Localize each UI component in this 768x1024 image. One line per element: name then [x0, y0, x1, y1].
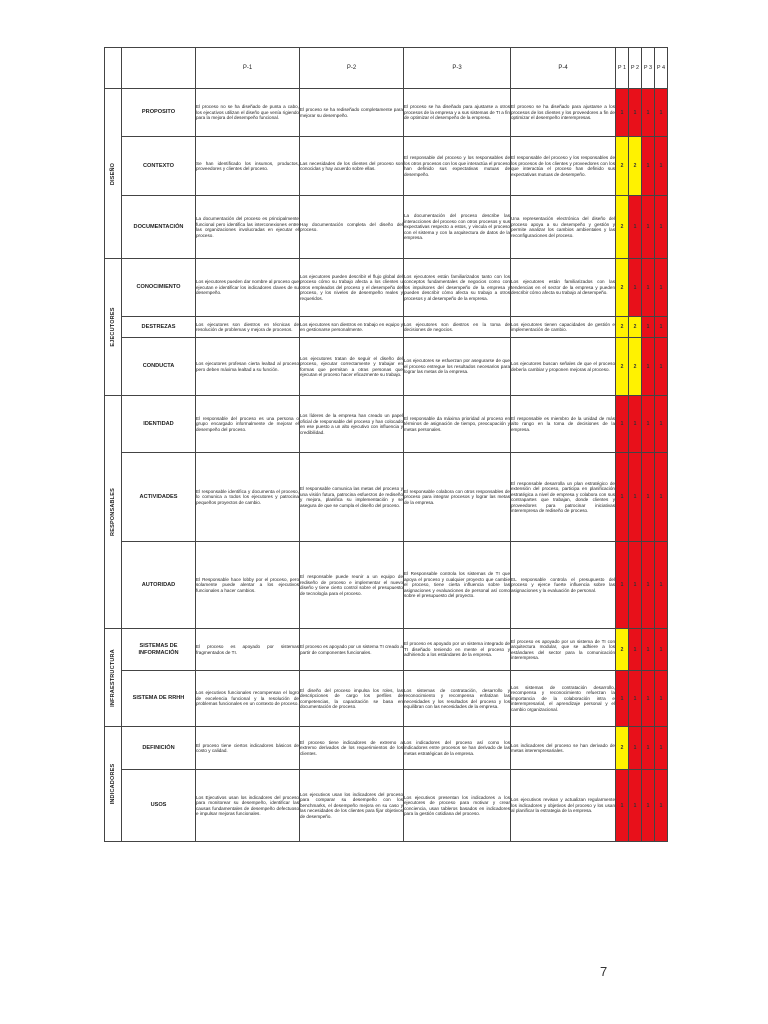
- score-cell-p1: 1: [616, 671, 629, 727]
- description-p2: Los ejecutores tratan de seguir el diseño del proceso, ejecutar correctamente y trabajar en formas que permitan a otras personas que ejecutan el proceso hacer eficazmente su trabajo.: [300, 338, 404, 396]
- header-score-p2: P 2: [629, 48, 642, 89]
- header-row: [105, 48, 668, 89]
- description-p3: El proceso es apoyado por un sistema integrado de TI diseñado teniendo en mente el proceso y adhiriendo a los estándares de la empresa.: [404, 629, 511, 671]
- score-cell-p4: 1: [655, 629, 668, 671]
- description-p4: Los ejecutores tienen capacidades de gestión e implementación de cambio.: [511, 317, 616, 338]
- category-label: PROPOSITO: [122, 89, 196, 137]
- description-p2: El responsable puede reunir a un equipo de rediseño de proceso e implementar el nuevo diseño y tiene cierto control sobre el presupuesto de tecnología para el proceso.: [300, 542, 404, 629]
- table-row: [105, 542, 668, 629]
- score-cell-p2: 1: [629, 453, 642, 542]
- description-p1: El proceso tiene ciertos indicadores básicos de costo y calidad.: [196, 727, 300, 770]
- group-infraestructura: [105, 629, 122, 727]
- group-label: INDICADORES: [110, 763, 116, 805]
- score-cell-p3: 1: [642, 671, 655, 727]
- group-label: RESPONSABLES: [110, 488, 116, 536]
- description-p4: Los ejecutores buscan señales de que el proceso debería cambiar y proponen mejoras al proceso.: [511, 338, 616, 396]
- category-label: IDENTIDAD: [122, 396, 196, 453]
- score-cell-p1: 2: [616, 338, 629, 396]
- score-cell-p4: 1: [655, 727, 668, 770]
- table-row: [105, 629, 668, 671]
- description-p1: El proceso no se ha diseñado de punta a cabo, los ejecutivos utilizan el diseño que venía rigiendo para la mejora del desempeño funcional.: [196, 89, 300, 137]
- description-p1: Los ejecutores pueden dar nombre al proceso que ejecutan e identificar los indicadores claves de su desempeño.: [196, 259, 300, 317]
- description-p2: Los líderes de la empresa han creado un papel oficial de responsable del proceso y han colocado en ese puesto a un alto ejecutivo con influencia y credibilidad.: [300, 396, 404, 453]
- score-cell-p4: 1: [655, 196, 668, 259]
- score-cell-p3: 1: [642, 629, 655, 671]
- score-cell-p3: 1: [642, 137, 655, 196]
- score-cell-p3: 1: [642, 770, 655, 842]
- description-p4: El responsable es miembro de la unidad de más alto rango en la toma de decisiones de la empresa.: [511, 396, 616, 453]
- description-p1: Los ejecutivos funcionales recompensan el logro de excelencia funcional y la resolución de problemas funcionales en un contexto de proceso.: [196, 671, 300, 727]
- table-row: [105, 453, 668, 542]
- description-p3: Los ejecutores son diestros en la toma de decisiones de negocios.: [404, 317, 511, 338]
- score-cell-p2: 2: [629, 137, 642, 196]
- header-p3: P-3: [404, 48, 511, 89]
- description-p4: El responsable desarrolla un plan estratégico de extensión del proceso, participa en planificación estratégica a nivel de empresa y colabora con sus contrapartes que trabajan, donde clientes y proveedores para patrocinar iniciativas interempresa de rediseño de proceso.: [511, 453, 616, 542]
- description-p4: Los ejecutivos revisan y actualizan regularmente los indicadores y objetivos del proceso y los usan al planificar la estrategia de la empresa.: [511, 770, 616, 842]
- score-cell-p2: 2: [629, 338, 642, 396]
- score-cell-p1: 2: [616, 317, 629, 338]
- description-p1: Se han identificado los insumos, productos, proveedores y clientes del proceso.: [196, 137, 300, 196]
- score-cell-p1: 1: [616, 453, 629, 542]
- group-responsables: [105, 396, 122, 629]
- description-p3: El proceso se ha diseñado para ajustarse a otros procesos de la empresa y a sus sistemas de TI a fin de optimizar el desempeño de la empresa.: [404, 89, 511, 137]
- description-p3: Los sistemas de contratación, desarrollo y reconocimiento y recompensa enfatizan las necesidades y los resultados del proceso y los equilibran con las necesidades de la empresa.: [404, 671, 511, 727]
- description-p3: Los ejecutivos presentan los indicadores a los ejecutores de proceso para motivar y crear conciencia, usan tableros basados en indicadores para la gestión cotidiana del proceso.: [404, 770, 511, 842]
- description-p4: El proceso se ha diseñado para ajustarse a los procesos de los clientes y los proveedores a fin de optimizar el desempeño interempresas.: [511, 89, 616, 137]
- score-cell-p3: 1: [642, 338, 655, 396]
- table-row: [105, 727, 668, 770]
- description-p2: El diseño del proceso impulsa los roles, las descripciones de cargo los perfiles de competencias, la capacitación se basa en documentación de proceso.: [300, 671, 404, 727]
- score-cell-p1: 1: [616, 396, 629, 453]
- table-row: [105, 338, 668, 396]
- score-cell-p4: 1: [655, 453, 668, 542]
- score-cell-p2: 1: [629, 542, 642, 629]
- description-p4: Los ejecutores están familiarizados con las tendencias en el sector de la empresa y pueden describir cómo afecta su trabajo al desempeño.: [511, 259, 616, 317]
- description-p3: Los indicadores del proceso así como los indicadores entre procesos se han derivado de las metas estratégicas de la empresa.: [404, 727, 511, 770]
- score-cell-p3: 1: [642, 542, 655, 629]
- group-label: DISEÑO: [110, 162, 116, 185]
- header-p4: P-4: [511, 48, 616, 89]
- description-p3: Los ejecutores se esfuerzan por asegurarse de que el proceso entregue los resultados necesarios para lograr las metas de la empresa.: [404, 338, 511, 396]
- score-cell-p1: 2: [616, 137, 629, 196]
- score-cell-p2: 1: [629, 196, 642, 259]
- page-number: 7: [600, 964, 608, 979]
- category-label: CONOCIMIENTO: [122, 259, 196, 317]
- group-ejecutores: [105, 259, 122, 396]
- description-p3: El responsable del proceso y los responsables de los otros procesos con los que interactúa el proceso han definido sus expectativas mutuas de desempeño.: [404, 137, 511, 196]
- score-cell-p2: 1: [629, 396, 642, 453]
- score-cell-p3: 1: [642, 396, 655, 453]
- score-cell-p4: 1: [655, 338, 668, 396]
- table-row: [105, 317, 668, 338]
- score-cell-p2: 1: [629, 770, 642, 842]
- description-p2: El proceso se ha rediseñado completamente para mejorar su desempeño.: [300, 89, 404, 137]
- group-diseno: [105, 89, 122, 259]
- description-p2: Los ejecutores son diestros en trabajo en equipo y en gestionarse personalmente.: [300, 317, 404, 338]
- description-p4: Una representación electrónica del diseño del proceso apoya a su desempeño y gestión y permite analizar los cambios ambientales y las reconfiguraciones del proceso.: [511, 196, 616, 259]
- header-score-p3: P 3: [642, 48, 655, 89]
- score-cell-p2: 1: [629, 671, 642, 727]
- description-p2: El proceso tiene indicadores de extremo a extremo derivados de los requerimientos de los clientes.: [300, 727, 404, 770]
- score-cell-p4: 1: [655, 89, 668, 137]
- description-p1: El Responsable hace lobby por el proceso, pero solamente puede alentar a los ejecutivos funcionales a hacer cambios.: [196, 542, 300, 629]
- description-p2: Las necesidades de los clientes del proceso son conocidas y hay acuerdo sobre ellas.: [300, 137, 404, 196]
- score-cell-p3: 1: [642, 89, 655, 137]
- score-cell-p2: 2: [629, 317, 642, 338]
- score-cell-p4: 1: [655, 259, 668, 317]
- description-p4: Los indicadores del proceso se han derivado de metas interempresariales.: [511, 727, 616, 770]
- description-p1: Los ejecutores profesan cierta lealtad al proceso pero deben máxima lealtad a su función.: [196, 338, 300, 396]
- group-indicadores: [105, 727, 122, 842]
- score-cell-p1: 2: [616, 196, 629, 259]
- description-p2: El responsable comunica las metas del proceso y una visión futura, patrocina esfuerzos de rediseño y mejora, planifica su implementación y se asegura de que se cumpla el diseño del proceso.: [300, 453, 404, 542]
- category-label: AUTORIDAD: [122, 542, 196, 629]
- category-label: ACTIVIDADES: [122, 453, 196, 542]
- score-cell-p4: 1: [655, 317, 668, 338]
- group-label: INFRAESTRUCTURA: [110, 648, 116, 707]
- score-cell-p4: 1: [655, 671, 668, 727]
- process-maturity-table: [104, 47, 668, 842]
- score-cell-p2: 1: [629, 727, 642, 770]
- category-label: CONTEXTO: [122, 137, 196, 196]
- score-cell-p2: 1: [629, 89, 642, 137]
- header-blank: [105, 48, 122, 89]
- score-cell-p4: 1: [655, 137, 668, 196]
- category-label: SISTEMAS DE INFORMACIÓN: [122, 629, 196, 671]
- score-cell-p1: 1: [616, 770, 629, 842]
- description-p1: Los Ejecutivos usan los indicadores del proceso para monitorear su desempeño, identificar las causas fundamentales de desempeño defectuoso e impulsar mejoras funcionales.: [196, 770, 300, 842]
- score-cell-p2: 1: [629, 259, 642, 317]
- category-label: CONDUCTA: [122, 338, 196, 396]
- table-row: [105, 137, 668, 196]
- score-cell-p4: 1: [655, 770, 668, 842]
- description-p3: El responsable colabora con otros responsables de proceso para integrar procesos y lograr las metas de la empresa.: [404, 453, 511, 542]
- score-cell-p3: 1: [642, 727, 655, 770]
- score-cell-p1: 1: [616, 89, 629, 137]
- description-p2: Los ejecutores pueden describir el flujo global del proceso cómo su trabajo afecta a los clientes u otros empleados del proceso y el desempeño del proceso, y los niveles de desempeño reales y requeridos.: [300, 259, 404, 317]
- table-row: [105, 196, 668, 259]
- description-p4: El proceso es apoyado por un sistema de TI con arquitectura modular, que se adhiere a los estándares del sector para la comunicación interempresa.: [511, 629, 616, 671]
- table-row: [105, 89, 668, 137]
- description-p4: Los sistemas de contratación desarrollo, recompensa y reconocimiento refuerzan la importancia de la colaboración intra e interempresarial, el aprendizaje personal y el cambio organizacional.: [511, 671, 616, 727]
- score-cell-p3: 1: [642, 453, 655, 542]
- score-cell-p2: 1: [629, 629, 642, 671]
- category-label: DEFINICIÓN: [122, 727, 196, 770]
- category-label: SISTEMA DE RRHH: [122, 671, 196, 727]
- score-cell-p3: 1: [642, 317, 655, 338]
- table-row: [105, 671, 668, 727]
- header-p1: P-1: [196, 48, 300, 89]
- description-p1: El responsable del proceso es una persona o grupo encargado informalmente de mejorar el desempeño del proceso.: [196, 396, 300, 453]
- score-cell-p1: 2: [616, 727, 629, 770]
- description-p3: La documentación del proceso describe las interacciones del proceso con otros procesos y sus expectativas respecto a estos, y vincula el proceso con el sistema y con la arquitectura de datos de la empresa.: [404, 196, 511, 259]
- score-cell-p4: 1: [655, 396, 668, 453]
- score-cell-p1: 2: [616, 629, 629, 671]
- description-p1: El responsable identifica y documenta el proceso, lo comunica a todos los ejecutores y patrocina pequeños proyectos de cambio.: [196, 453, 300, 542]
- table-row: [105, 770, 668, 842]
- score-cell-p1: 1: [616, 542, 629, 629]
- table-row: [105, 396, 668, 453]
- description-p2: Hay documentación completa del diseño del proceso.: [300, 196, 404, 259]
- description-p3: Los ejecutores están familiarizados tanto con los conceptos fundamentales de negocios como con los impulsores del desempeño de la empresa y pueden describir cómo afecta su trabajo a otros procesos y al desempeño de la empresa.: [404, 259, 511, 317]
- header-blank: [122, 48, 196, 89]
- header-score-p1: P 1: [616, 48, 629, 89]
- description-p1: La documentación del proceso es principalmente funcional pero identifica las interconexiones entre las organizaciones involucradas en ejecutar el proceso.: [196, 196, 300, 259]
- score-cell-p4: 1: [655, 542, 668, 629]
- description-p4: El responsable del proceso y los responsables de los procesos de los clientes y proveedores con los que interactúa el proceso han definido sus expectativas mutuas de desempeño.: [511, 137, 616, 196]
- score-cell-p1: 2: [616, 259, 629, 317]
- description-p2: Los ejecutivos usan los indicadores del proceso para comparar su desempeño con los benchmarks, el desempeño mejora en su caso y las necesidades de los clientes para fijar objetivos de desempeño.: [300, 770, 404, 842]
- description-p1: Los ejecutores son diestros en técnicas de resolución de problemas y mejora de procesos.: [196, 317, 300, 338]
- score-cell-p3: 1: [642, 196, 655, 259]
- description-p1: El proceso es apoyado por sistemas fragmentados de TI.: [196, 629, 300, 671]
- table-row: [105, 259, 668, 317]
- category-label: DOCUMENTACIÓN: [122, 196, 196, 259]
- group-label: EJECUTORES: [110, 307, 116, 347]
- header-score-p4: P 4: [655, 48, 668, 89]
- description-p2: El proceso es apoyado por un sistema TI creado a partir de componentes funcionales.: [300, 629, 404, 671]
- header-p2: P-2: [300, 48, 404, 89]
- description-p4: EL responsable controla el presupuesto del proceso y ejerce fuerte influencia sobre las asignaciones y la evaluación de personal.: [511, 542, 616, 629]
- category-label: DESTREZAS: [122, 317, 196, 338]
- description-p3: El responsable da máxima prioridad al proceso en términos de asignación de tiempo, preocupación y metas personales.: [404, 396, 511, 453]
- category-label: USOS: [122, 770, 196, 842]
- score-cell-p3: 1: [642, 259, 655, 317]
- description-p3: El Responsable controla los sistemas de TI que apoya el proceso y cualquier proyecto que cambie el proceso, tiene cierta influencia sobre las asignaciones y evaluaciones de personal así como sobre el presupuesto del proyecto.: [404, 542, 511, 629]
